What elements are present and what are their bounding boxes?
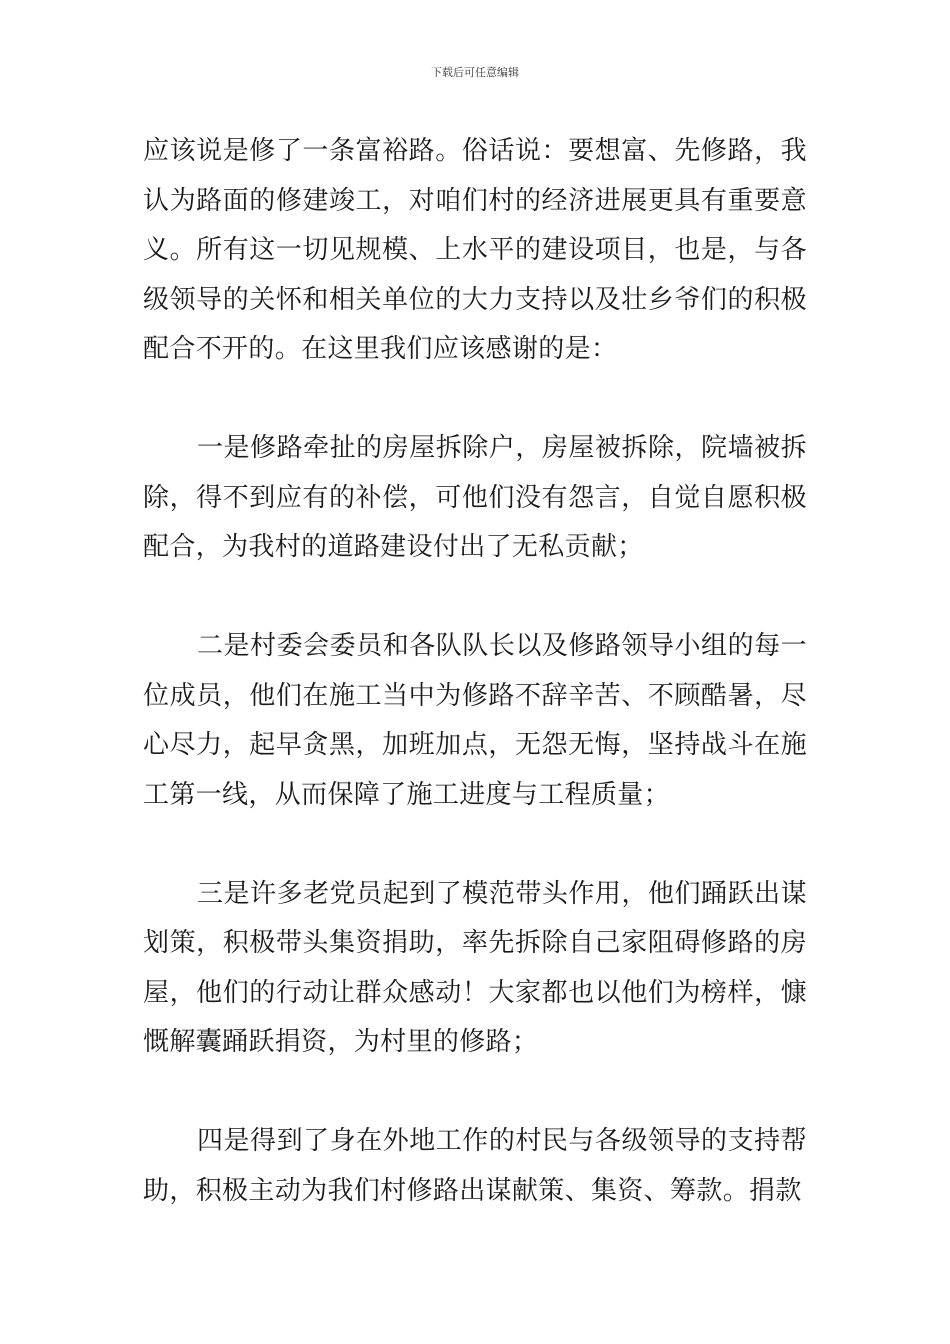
- document-body: [143, 127, 807, 1216]
- paragraph-thanks-4: 四是得到了身在外地工作的村民与各级领导的支持帮助，积极主动为我们村修路出谋献策、集资、筹款。捐款: [143, 1126, 807, 1206]
- paragraph-thanks-2: 二是村委会委员和各队队长以及修路领导小组的每一位成员，他们在施工当中为修路不辞辛苦、不顾酷暑，尽心尽力，起早贪黑，加班加点，无怨无悔，坚持战斗在施工第一线，从而保障了施工进度与工程质量；: [143, 631, 807, 810]
- paragraph-thanks-3: 三是许多老党员起到了模范带头作用，他们踊跃出谋划策，积极带头集资捐助，率先拆除自己家阻碍修路的房屋，他们的行动让群众感动！大家都也以他们为榜样，慷慨解囊踊跃捐资，为村里的修路；: [143, 878, 807, 1057]
- paragraph-thanks-1: 一是修路牵扯的房屋拆除户，房屋被拆除，院墙被拆除，得不到应有的补偿，可他们没有怨言，自觉自愿积极配合，为我村的道路建设付出了无私贡献；: [143, 433, 807, 562]
- page-header-note: 下载后可任意编辑: [431, 66, 519, 79]
- paragraph-continuation: 应该说是修了一条富裕路。俗话说：要想富、先修路，我认为路面的修建竣工，对咱们村的经济进展更具有重要意义。所有这一切见规模、上水平的建设项目，也是，与各级领导的关怀和相关单位的大力支持以及壮乡爷们的积极配合不开的。在这里我们应该感谢的是：: [143, 136, 807, 364]
